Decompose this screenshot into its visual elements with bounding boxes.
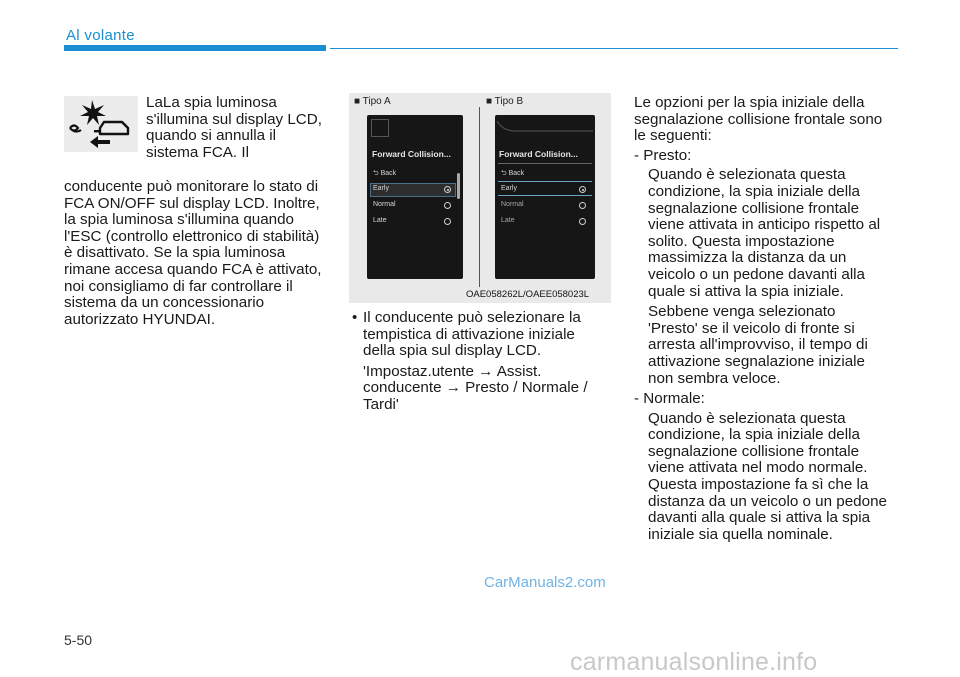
- selection-rule: [498, 181, 592, 182]
- watermark-link[interactable]: CarManuals2.com: [484, 574, 606, 591]
- screen-corner-frame: [371, 119, 389, 137]
- text-line: segnalazione collisione frontale: [648, 199, 860, 217]
- screen-option-normal: Normal: [501, 201, 524, 208]
- option-label-presto: - Presto:: [634, 146, 692, 164]
- footer-watermark: carmanualsonline.info: [570, 648, 818, 676]
- page-number: 5-50: [64, 632, 93, 648]
- scrollbar-thumb: [457, 173, 460, 199]
- back-label: Back: [380, 170, 397, 177]
- text-line: della spia sul display LCD.: [363, 342, 542, 360]
- text-line: Questa impostazione fa sì che la: [648, 476, 869, 494]
- text-line: attivazione segnalazione iniziale: [648, 352, 865, 370]
- screen-title: Forward Collision...: [372, 149, 451, 159]
- text-line: iniziale sia quella nominale.: [648, 525, 833, 543]
- lcd-screen-type-b: [495, 115, 595, 279]
- text-line: distanza da un veicolo o un pedone: [648, 492, 887, 510]
- col1-wrapped-text: [146, 95, 325, 161]
- header-rule: [330, 48, 898, 49]
- radio-icon: [444, 218, 451, 225]
- text-line: condizione, la spia iniziale della: [648, 426, 860, 444]
- text-line: la spia luminosa s'illumina quando: [64, 211, 295, 229]
- screen-back-item: [501, 169, 524, 180]
- text-line: 'Presto' se il veicolo di fronte si: [648, 319, 855, 337]
- text-line: solito. Questa impostazione: [648, 232, 835, 250]
- header-bar: [64, 45, 326, 51]
- screen-option-early: Early: [501, 185, 517, 192]
- text-line: quando si annulla il: [146, 127, 277, 145]
- text-line: arresta all'improvviso, il tempo di: [648, 336, 868, 354]
- screen-option-normal: Normal: [373, 201, 396, 208]
- text-line: segnalazione collisione frontale: [648, 442, 860, 460]
- text-line: l'ESC (controllo elettronico di stabilità): [64, 227, 320, 245]
- text-line: conducente → Presto / Normale /: [363, 379, 588, 397]
- text-line: le seguenti:: [634, 127, 712, 145]
- text-line: Le opzioni per la spia iniziale della: [634, 94, 865, 111]
- text-line: viene attivata in anticipo rispetto al: [648, 216, 881, 234]
- text-line: sistema FCA. Il: [146, 143, 249, 161]
- text-line: s'illumina sul display LCD,: [146, 110, 322, 128]
- text-line: veicolo o un pedone davanti alla: [648, 265, 866, 283]
- text-line: non sembra veloce.: [648, 369, 781, 387]
- text-line: quale si attiva la spia iniziale.: [648, 282, 844, 300]
- radio-icon: [579, 202, 586, 209]
- text-line: sistema da un concessionario: [64, 294, 265, 312]
- text-line: segnalazione collisione frontale sono: [634, 110, 883, 128]
- text-line: massimizza la distanza da un: [648, 249, 847, 267]
- screen-title-rule: [498, 163, 592, 164]
- section-title: Al volante: [66, 27, 135, 44]
- figure-label-type-a: ■ Tipo A: [354, 96, 391, 107]
- text-line: Quando è selezionata questa: [648, 409, 846, 427]
- text-line: viene attivata nel modo normale.: [648, 459, 868, 477]
- text-line: autorizzato HYUNDAI.: [64, 310, 216, 328]
- radio-icon: [444, 202, 451, 209]
- back-icon: ⮌: [501, 170, 507, 177]
- radio-icon: [579, 218, 586, 225]
- option-label-normale: - Normale:: [634, 390, 705, 408]
- figure-divider: [479, 107, 480, 287]
- screen-option-late: Late: [501, 217, 515, 224]
- bullet-icon: •: [352, 309, 358, 326]
- radio-selected-icon: [444, 186, 451, 193]
- text-line: Sebbene venga selezionato: [648, 303, 836, 321]
- text-line: 'Impostaz.utente → Assist.: [363, 362, 542, 380]
- text-line: conducente può monitorare lo stato di: [64, 178, 319, 195]
- bullet-text: [349, 310, 613, 414]
- screen-title: Forward Collision...: [499, 149, 578, 159]
- selection-rule: [498, 195, 592, 196]
- lcd-screen-type-a: [367, 115, 463, 279]
- text-line: LaLa spia luminosa: [146, 94, 277, 111]
- text-line: è disattivato. Se la spia luminosa: [64, 244, 286, 262]
- screen-option-early: Early: [373, 185, 389, 192]
- back-icon: ⮌: [373, 170, 379, 177]
- text-line: condizione, la spia iniziale della: [648, 182, 860, 200]
- figure-code: OAE058262L/OAEE058023L: [466, 289, 590, 300]
- text-line: tempistica di attivazione iniziale: [363, 325, 575, 343]
- col3-text: [634, 95, 896, 543]
- text-line: Quando è selezionata questa: [648, 166, 846, 184]
- lcd-figure: [349, 93, 611, 303]
- text-line: FCA ON/OFF sul display LCD. Inoltre,: [64, 194, 320, 212]
- col1-body-text: [64, 179, 325, 328]
- screen-option-late: Late: [373, 217, 387, 224]
- text-line: davanti alla quale si attiva la spia: [648, 509, 871, 527]
- back-label: Back: [508, 170, 525, 177]
- text-line: Tardi': [363, 395, 399, 413]
- screen-back-item: [373, 169, 396, 180]
- text-line: rimane accesa quando FCA è attivato,: [64, 260, 322, 278]
- radio-selected-icon: [579, 186, 586, 193]
- figure-label-type-b: ■ Tipo B: [486, 96, 524, 107]
- fca-off-warning-icon: [64, 96, 138, 152]
- text-line: Il conducente può selezionare la: [363, 309, 581, 326]
- screen-top-curve: [495, 115, 595, 135]
- text-line: noi consigliamo di far controllare il: [64, 277, 293, 295]
